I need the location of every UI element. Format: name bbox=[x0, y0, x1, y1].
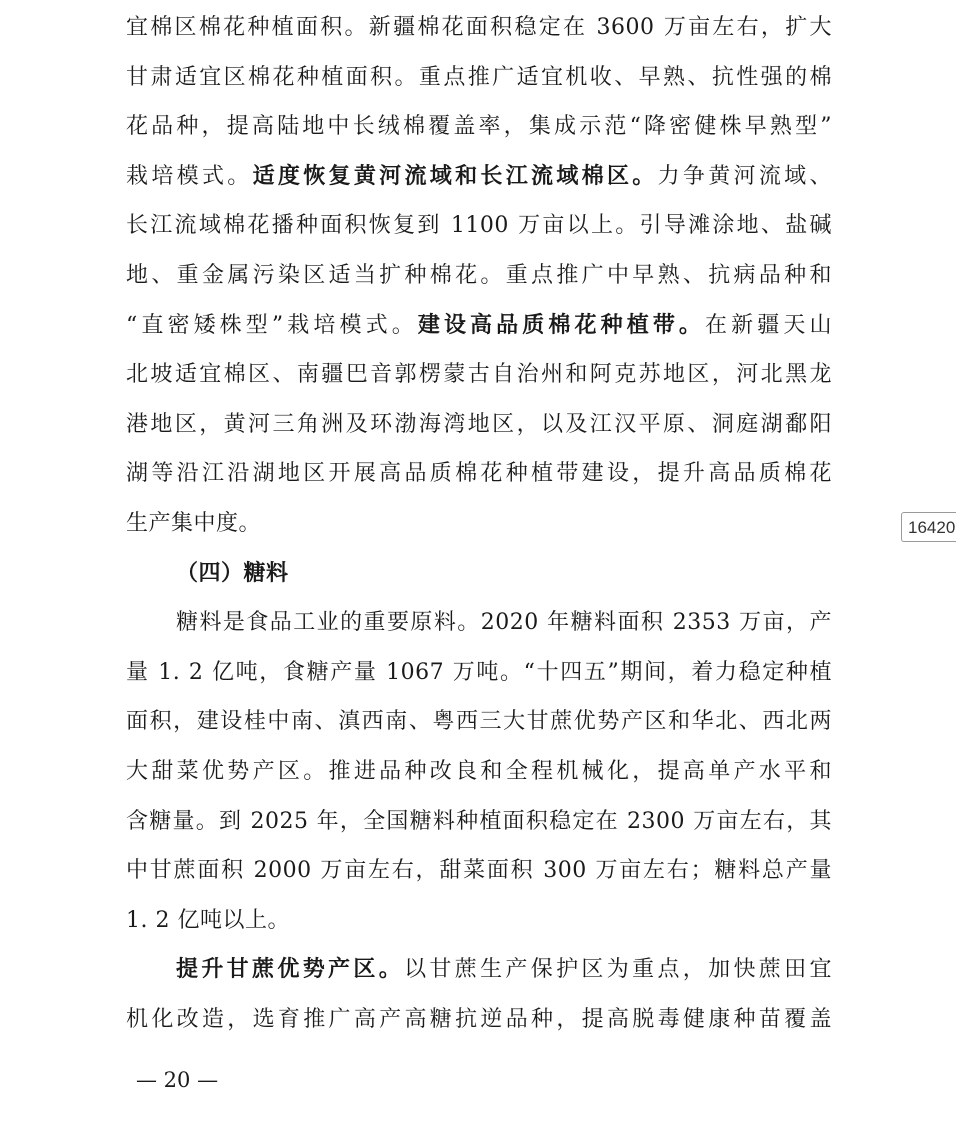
text-line: 湖等沿江沿湖地区开展高品质棉花种植带建设，提升高品质棉花 bbox=[126, 461, 832, 487]
text-line: 含糖量。到 2025 年，全国糖料种植面积稳定在 2300 万亩左右，其 bbox=[126, 808, 832, 834]
side-page-tab[interactable]: 16420 bbox=[901, 512, 956, 542]
text-line: 生产集中度。 bbox=[126, 510, 262, 536]
text-line: 地、重金属污染区适当扩种棉花。重点推广中早熟、抗病品种和 bbox=[126, 262, 832, 288]
text-line: 中甘蔗面积 2000 万亩左右，甜菜面积 300 万亩左右；糖料总产量 bbox=[126, 858, 832, 884]
text-line: 长江流域棉花播种面积恢复到 1100 万亩以上。引导滩涂地、盐碱 bbox=[126, 213, 832, 239]
text-line bbox=[126, 945, 832, 995]
bold-subheading: 适度恢复黄河流域和长江流域棉区。 bbox=[252, 162, 658, 189]
text-line: 糖料是食品工业的重要原料。2020 年糖料面积 2353 万亩，产 bbox=[176, 610, 832, 636]
text-line: 大甜菜优势产区。推进品种改良和全程机械化，提高单产水平和 bbox=[126, 758, 832, 784]
text-line: 宜棉区棉花种植面积。新疆棉花面积稳定在 3600 万亩左右，扩大 bbox=[126, 15, 832, 40]
text-line: 面积，建设桂中南、滇西南、粤西三大甘蔗优势产区和华北、西北两 bbox=[126, 709, 832, 735]
document-body bbox=[126, 3, 832, 1044]
text-run: 栽培模式。 bbox=[126, 163, 253, 189]
text-line bbox=[126, 152, 832, 202]
text-line: 港地区，黄河三角洲及环渤海湾地区，以及江汉平原、洞庭湖鄱阳 bbox=[126, 411, 832, 437]
section-heading: （四）糖料 bbox=[176, 560, 289, 586]
page-number: — 20 — bbox=[136, 1068, 219, 1092]
text-line: 1. 2 亿吨以上。 bbox=[126, 907, 290, 933]
text-line: 机化改造，选育推广高产高糖抗逆品种，提高脱毒健康种苗覆盖 bbox=[126, 1006, 832, 1032]
text-line: 甘肃适宜区棉花种植面积。重点推广适宜机收、早熟、抗性强的棉 bbox=[126, 64, 832, 90]
text-line bbox=[126, 301, 832, 351]
text-line: 量 1. 2 亿吨，食糖产量 1067 万吨。“十四五”期间，着力稳定种植 bbox=[126, 659, 832, 685]
text-run: 在新疆天山 bbox=[705, 312, 832, 338]
bold-subheading: 建设高品质棉花种植带。 bbox=[417, 311, 706, 338]
text-line: 花品种，提高陆地中长绒棉覆盖率，集成示范“降密健株早熟型” bbox=[126, 114, 832, 140]
text-run: 力争黄河流域、 bbox=[657, 163, 832, 189]
text-run: 以甘蔗生产保护区为重点，加快蔗田宜 bbox=[404, 957, 832, 983]
text-line: 北坡适宜棉区、南疆巴音郭楞蒙古自治州和阿克苏地区，河北黑龙 bbox=[126, 362, 832, 388]
bold-subheading: 提升甘蔗优势产区。 bbox=[176, 956, 405, 983]
text-run: “直密矮株型”栽培模式。 bbox=[126, 312, 418, 338]
